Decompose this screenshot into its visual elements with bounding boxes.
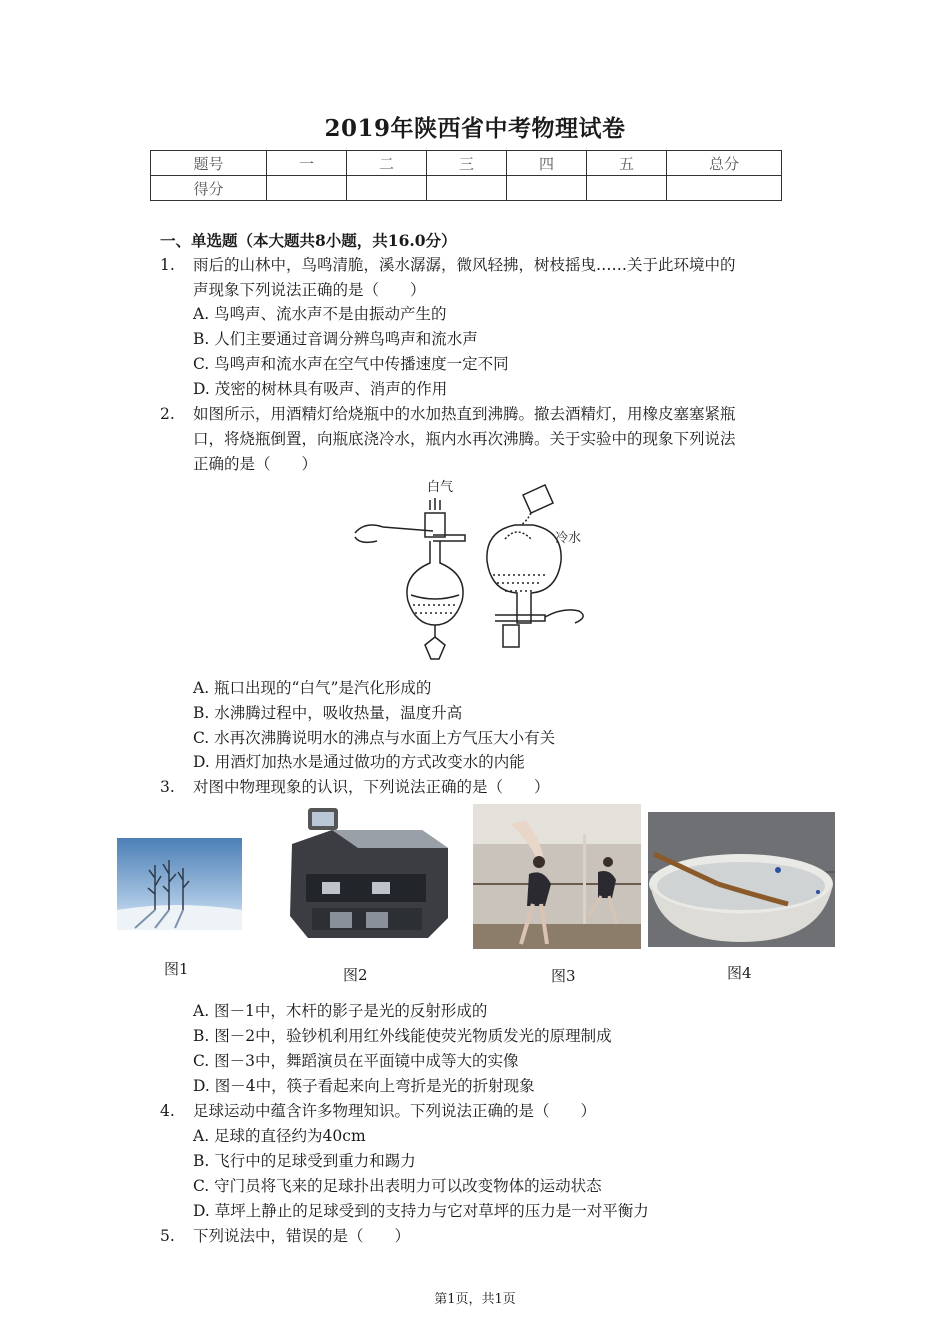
- score-header-cell: 总分: [667, 151, 782, 176]
- score-header-cell: 四: [507, 151, 587, 176]
- question-stem: 如图所示，用酒精灯给烧瓶中的水加热直到沸腾。撤去酒精灯，用橡皮塞塞紧瓶: [193, 405, 736, 423]
- question-number: 4.: [160, 1102, 175, 1120]
- option-b: B. 图－2中，验钞机利用红外线能使荧光物质发光的原理制成: [193, 1027, 612, 1045]
- figure-4-bowl-chopstick-image: [648, 812, 835, 947]
- figure-2-money-counter-image: [272, 804, 457, 949]
- flask-heating-diagram: [355, 498, 465, 659]
- question-stem: 声现象下列说法正确的是（ ）: [193, 281, 426, 299]
- option-d: D. 图－4中，筷子看起来向上弯折是光的折射现象: [193, 1077, 535, 1095]
- question-number: 5.: [160, 1227, 175, 1245]
- score-table-score-row: [151, 176, 782, 201]
- score-cell: [667, 176, 782, 201]
- option-c: C. 鸟鸣声和流水声在空气中传播速度一定不同: [193, 355, 509, 373]
- question-stem: 雨后的山林中，鸟鸣清脆，溪水潺潺，微风轻拂，树枝摇曳……关于此环境中的: [193, 256, 736, 274]
- option-b: B. 水沸腾过程中，吸收热量，温度升高: [193, 704, 463, 722]
- score-row-label: 得分: [151, 176, 267, 201]
- question-stem: 足球运动中蕴含许多物理知识。下列说法正确的是（ ）: [193, 1102, 597, 1120]
- option-a: A. 图－1中，木杆的影子是光的反射形成的: [193, 1002, 488, 1020]
- option-a: A. 鸟鸣声、流水声不是由振动产生的: [193, 305, 447, 323]
- question-number: 1.: [160, 256, 175, 274]
- option-d: D. 草坪上静止的足球受到的支持力与它对草坪的压力是一对平衡力: [193, 1202, 649, 1220]
- question-stem: 口，将烧瓶倒置，向瓶底浇冷水，瓶内水再次沸腾。关于实验中的现象下列说法: [193, 430, 736, 448]
- option-c: C. 图－3中，舞蹈演员在平面镜中成等大的实像: [193, 1052, 519, 1070]
- score-cell: [267, 176, 347, 201]
- score-cell: [427, 176, 507, 201]
- score-cell: [507, 176, 587, 201]
- figure-caption: 图3: [551, 967, 576, 985]
- figure-3-dancers-image: [473, 804, 641, 949]
- figure-1-trees-image: [117, 838, 242, 930]
- figure-caption: 图4: [727, 964, 752, 982]
- page-title: 2019年陕西省中考物理试卷: [324, 115, 626, 142]
- score-header-cell: 五: [587, 151, 667, 176]
- question-stem: 下列说法中，错误的是（ ）: [193, 1227, 411, 1245]
- section-heading: 一、单选题（本大题共8小题，共16.0分）: [160, 231, 457, 250]
- score-cell: [347, 176, 427, 201]
- question-number: 2.: [160, 405, 175, 423]
- score-cell: [587, 176, 667, 201]
- question-stem: 正确的是（ ）: [193, 455, 318, 473]
- flask-inverted-diagram: [487, 485, 583, 647]
- score-header-cell: 二: [347, 151, 427, 176]
- option-c: C. 水再次沸腾说明水的沸点与水面上方气压大小有关: [193, 729, 556, 747]
- option-b: B. 飞行中的足球受到重力和踢力: [193, 1152, 416, 1170]
- boiling-flask-figure: [345, 475, 610, 670]
- score-header-cell: 题号: [151, 151, 267, 176]
- cold-water-label: 冷水: [555, 531, 582, 546]
- question-number: 3.: [160, 778, 175, 796]
- option-a: A. 瓶口出现的“白气”是汽化形成的: [193, 679, 432, 697]
- steam-label: 白气: [427, 480, 454, 495]
- option-b: B. 人们主要通过音调分辨鸟鸣声和流水声: [193, 330, 478, 348]
- figure-caption: 图1: [164, 960, 189, 978]
- option-d: D. 茂密的树林具有吸声、消声的作用: [193, 380, 448, 398]
- score-header-cell: 三: [427, 151, 507, 176]
- option-c: C. 守门员将飞来的足球扑出表明力可以改变物体的运动状态: [193, 1177, 602, 1195]
- option-a: A. 足球的直径约为40cm: [193, 1127, 366, 1145]
- figure-caption: 图2: [343, 966, 368, 984]
- question-stem: 对图中物理现象的认识，下列说法正确的是（ ）: [193, 778, 550, 796]
- score-table: [150, 150, 782, 201]
- score-table-header-row: [151, 151, 782, 176]
- score-header-cell: 一: [267, 151, 347, 176]
- page-footer: 第1页，共1页: [434, 1292, 516, 1307]
- option-d: D. 用酒灯加热水是通过做功的方式改变水的内能: [193, 753, 525, 771]
